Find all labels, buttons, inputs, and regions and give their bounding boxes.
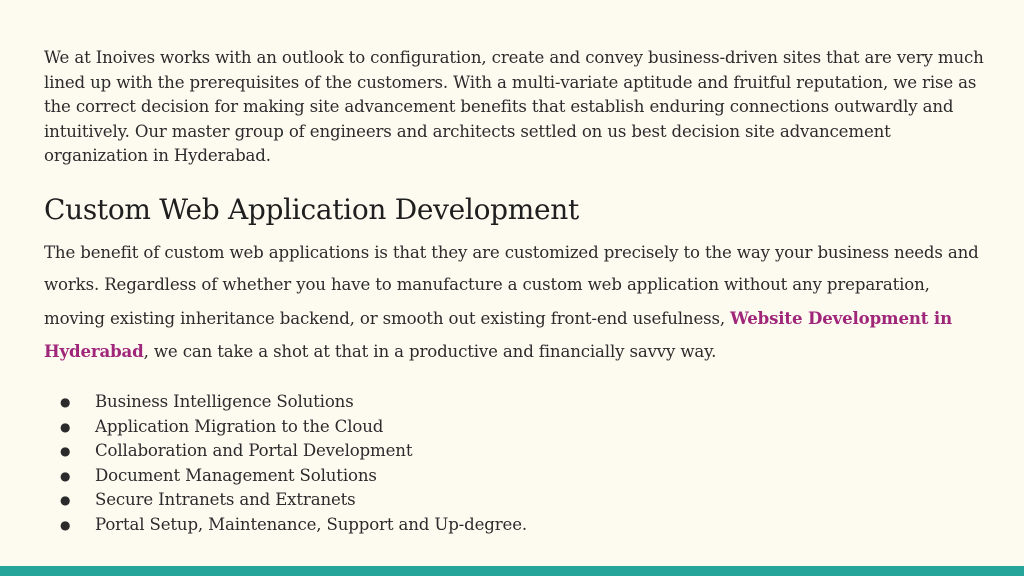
list-item bbox=[60, 513, 527, 538]
list-item bbox=[60, 488, 527, 513]
services-list bbox=[60, 390, 527, 537]
list-item-text: Document Management Solutions bbox=[95, 465, 377, 485]
bullet-icon: ● bbox=[60, 493, 71, 507]
bullet-icon: ● bbox=[60, 468, 71, 483]
website-development-link[interactable]: Website Development in Hyderabad bbox=[44, 307, 952, 361]
list-item bbox=[60, 415, 527, 440]
section-heading: Custom Web Application Development bbox=[44, 193, 579, 226]
list-item-text: Collaboration and Portal Development bbox=[95, 441, 413, 460]
bullet-icon: ● bbox=[60, 419, 71, 434]
intro-paragraph: We at Inoives works with an outlook to configuration, create and convey business-driven sites that are very much lined up with the prerequisites of the customers. With a multi-variate aptitude and fruitful reputation, we rise as the correct decision for making site advancement benefits that establish enduring connections outwardly and intuitively. Our master group of engineers and architects settled on us best decision site advancement organization in Hyderabad. bbox=[44, 48, 984, 165]
bullet-icon: ● bbox=[60, 444, 71, 458]
bullet-icon: ● bbox=[60, 395, 71, 409]
list-item-text: Business Intelligence Solutions bbox=[95, 392, 354, 411]
section-paragraph bbox=[44, 237, 994, 368]
list-item bbox=[60, 464, 527, 489]
paragraph-text-before: The benefit of custom web applications is that they are customized precisely to the way your business needs and works. Regardless of whether you have to manufacture a custom web application without any preparation, moving existing inheritance backend, or smooth out existing front-end usefulness, bbox=[44, 243, 979, 328]
list-item-text: Portal Setup, Maintenance, Support and Up-degree. bbox=[95, 514, 527, 534]
paragraph-text-after: , we can take a shot at that in a productive and financially savvy way. bbox=[143, 341, 717, 361]
list-item-text: Application Migration to the Cloud bbox=[95, 416, 384, 436]
list-item bbox=[60, 439, 527, 464]
list-item bbox=[60, 390, 527, 415]
footer-accent-bar bbox=[0, 566, 1024, 576]
list-item-text: Secure Intranets and Extranets bbox=[95, 490, 356, 509]
bullet-icon: ● bbox=[60, 517, 71, 532]
